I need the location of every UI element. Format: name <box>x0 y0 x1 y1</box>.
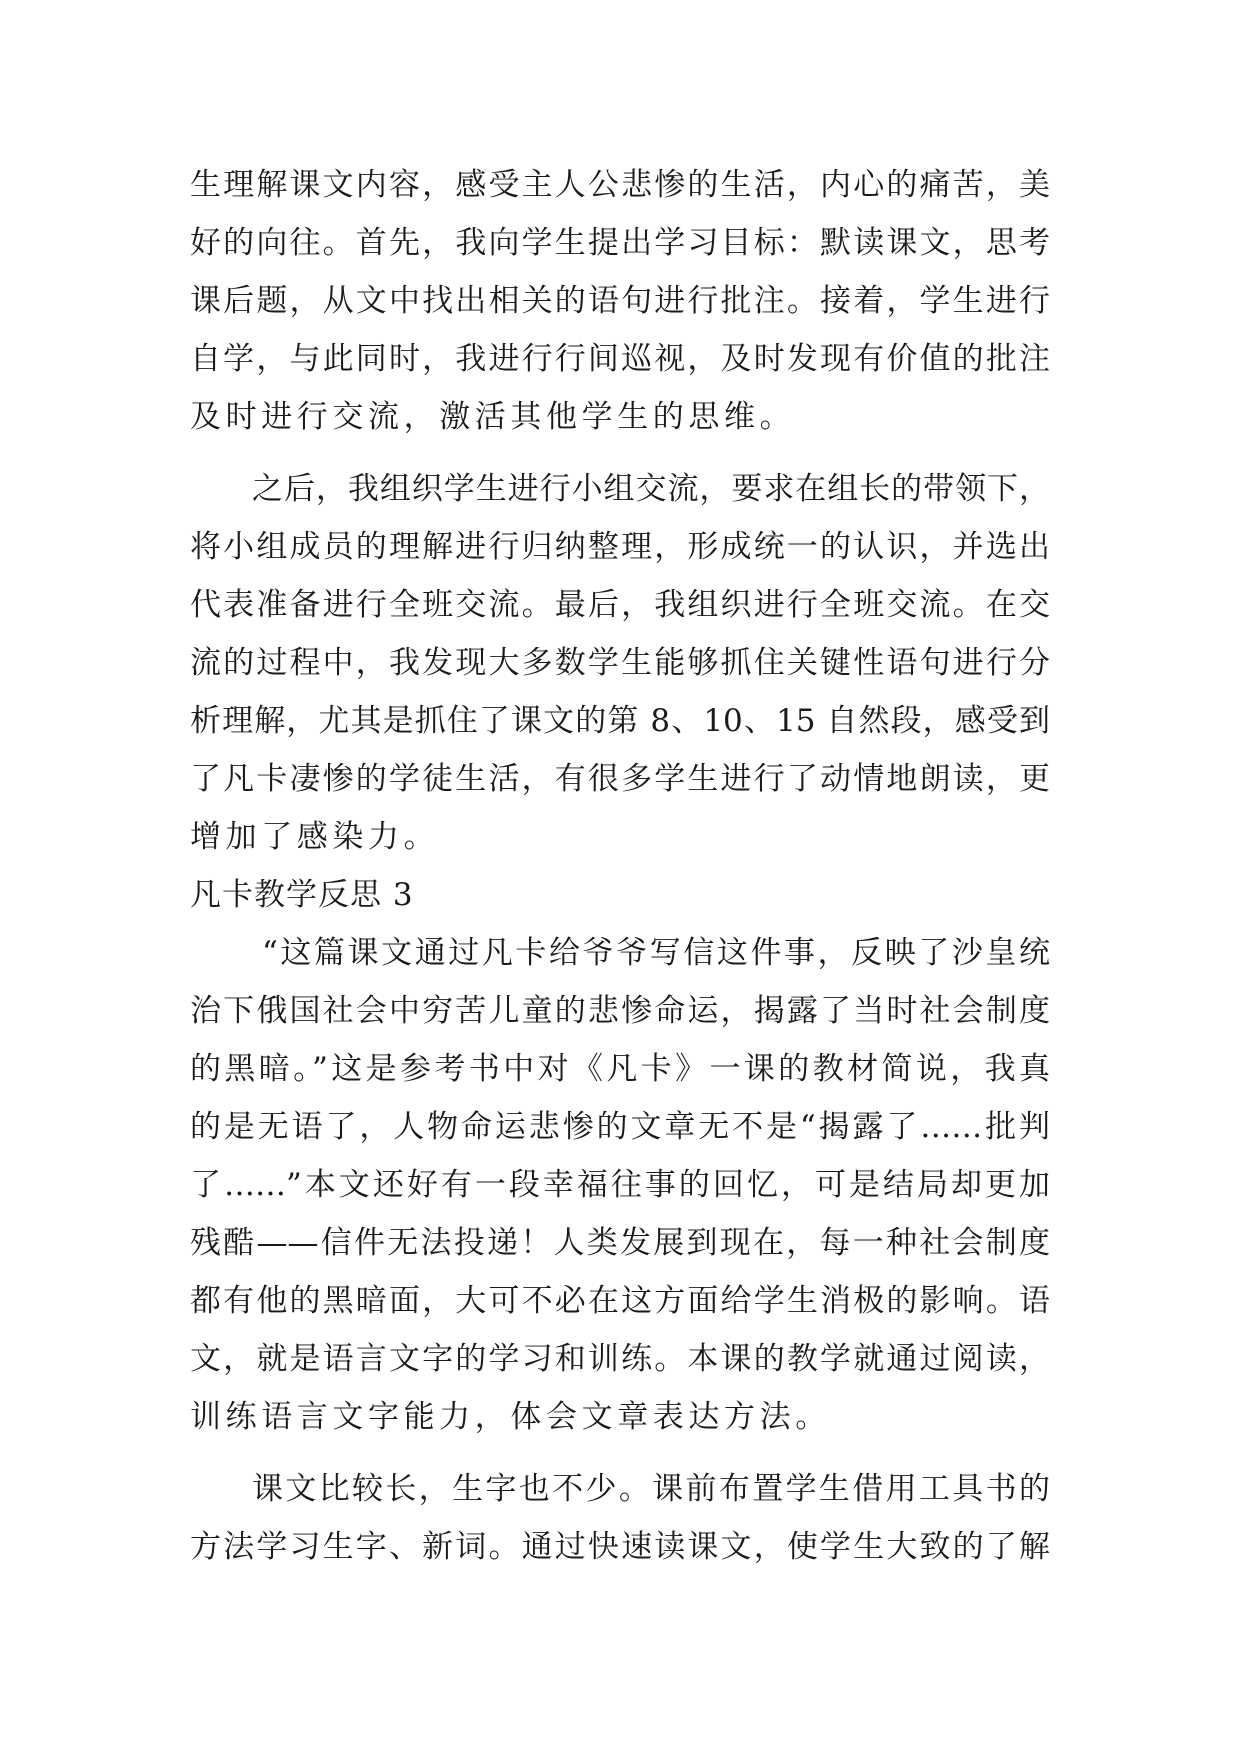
text-line: 析理解，尤其是抓住了课文的第 8、10、15 自然段，感受到 <box>190 703 1050 739</box>
section-heading: 凡卡教学反思 3 <box>190 877 414 913</box>
text-line: 的黑暗。”这是参考书中对《凡卡》一课的教材简说，我真 <box>190 1051 1050 1087</box>
paragraph-first-line: “这篇课文通过凡卡给爷爷写信这件事，反映了沙皇统 <box>262 935 1050 971</box>
text-line: 好的向往。首先，我向学生提出学习目标：默读课文，思考 <box>190 225 1050 261</box>
text-line: 治下俄国社会中穷苦儿童的悲惨命运，揭露了当时社会制度 <box>190 993 1050 1029</box>
paragraph-first-line: 之后，我组织学生进行小组交流，要求在组长的带领下， <box>252 471 1050 507</box>
text-line: 文，就是语言文字的学习和训练。本课的教学就通过阅读， <box>190 1341 1050 1377</box>
text-line: 了凡卡凄惨的学徒生活，有很多学生进行了动情地朗读，更 <box>190 761 1050 797</box>
text-line: 流的过程中，我发现大多数学生能够抓住关键性语句进行分 <box>190 645 1050 681</box>
text-line: 了……”本文还好有一段幸福往事的回忆，可是结局却更加 <box>190 1167 1050 1203</box>
text-line: 自学，与此同时，我进行行间巡视，及时发现有价值的批注 <box>190 341 1050 377</box>
text-line: 方法学习生字、新词。通过快速读课文，使学生大致的了解 <box>190 1529 1050 1565</box>
text-line: 及时进行交流，激活其他学生的思维。 <box>190 399 796 435</box>
text-line: 训练语言文字能力，体会文章表达方法。 <box>190 1399 831 1435</box>
text-line: 生理解课文内容，感受主人公悲惨的生活，内心的痛苦，美 <box>190 167 1050 203</box>
text-line: 都有他的黑暗面，大可不必在这方面给学生消极的影响。语 <box>190 1283 1050 1319</box>
text-line: 将小组成员的理解进行归纳整理，形成统一的认识，并选出 <box>190 529 1050 565</box>
text-line: 课后题，从文中找出相关的语句进行批注。接着，学生进行 <box>190 283 1050 319</box>
text-line: 代表准备进行全班交流。最后，我组织进行全班交流。在交 <box>190 587 1050 623</box>
text-line: 增加了感染力。 <box>190 819 440 855</box>
text-line: 残酷——信件无法投递！人类发展到现在，每一种社会制度 <box>190 1225 1050 1261</box>
paragraph-first-line: 课文比较长，生字也不少。课前布置学生借用工具书的 <box>252 1471 1050 1507</box>
text-line: 的是无语了，人物命运悲惨的文章无不是“揭露了……批判 <box>190 1109 1050 1145</box>
